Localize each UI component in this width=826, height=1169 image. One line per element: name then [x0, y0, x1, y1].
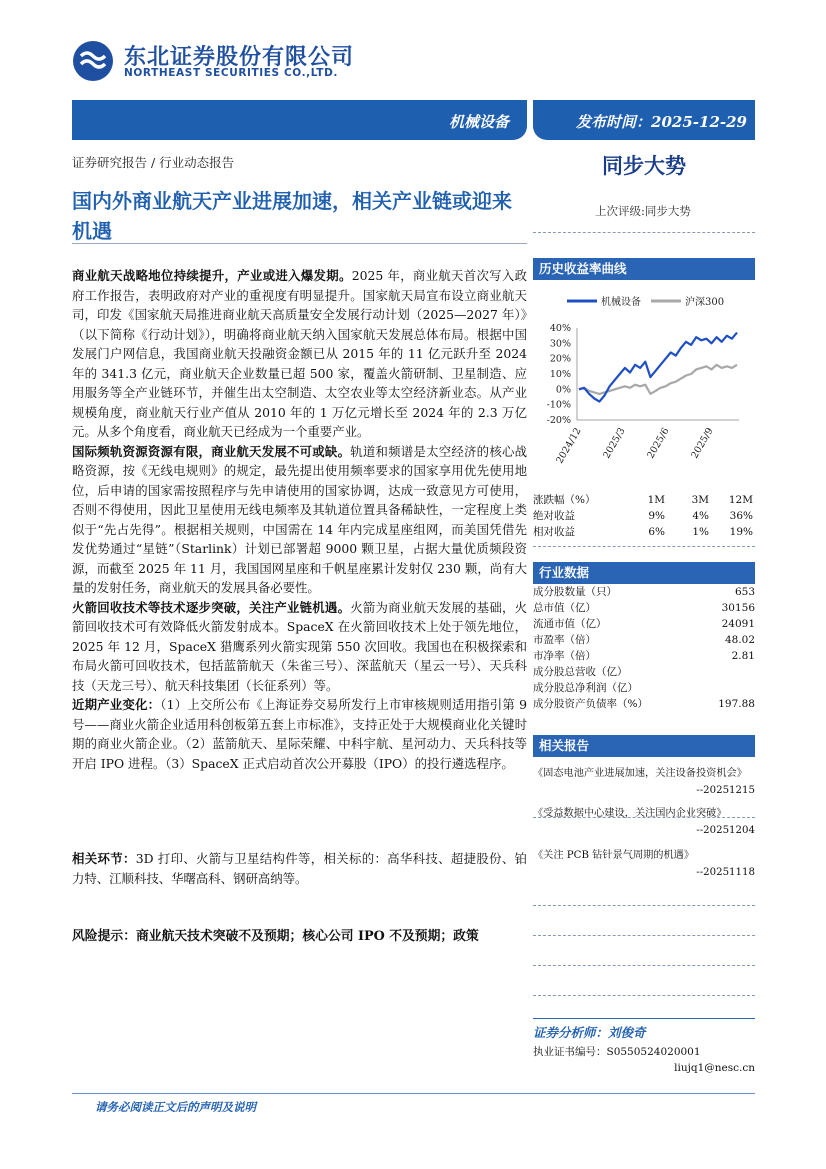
perf-value: 1% [692, 526, 709, 538]
related-report-name[interactable]: 《受益数据中心建设，关注国内企业突破》 [533, 808, 727, 819]
perf-header-row [533, 492, 755, 508]
table-row [533, 616, 755, 632]
related-report[interactable] [533, 846, 755, 878]
related-report-name[interactable]: 《关注 PCB 钻针景气周期的机遇》 [533, 850, 695, 861]
row-value: 48.02 [724, 634, 755, 646]
row-value: 2.81 [731, 650, 755, 662]
related-divider [533, 935, 755, 937]
y-tick-label: 10% [549, 369, 571, 380]
related-report[interactable] [533, 804, 755, 836]
row-label: 成分股总营收（亿） [533, 666, 628, 678]
perf-divider [533, 546, 755, 548]
row-value: 197.88 [718, 698, 755, 710]
y-tick-label: 40% [549, 323, 571, 334]
company-name-en: NORTHEAST SECURITIES CO.,LTD. [124, 67, 338, 79]
paragraph-strategy [72, 266, 527, 442]
table-row [533, 664, 755, 680]
analyst-cert: 执业证书编号：S0550524020001 [533, 1046, 701, 1058]
table-row [533, 632, 755, 648]
return-chart-svg [533, 282, 755, 482]
lead-strategy: 商业航天战略地位持续提升，产业或进入爆发期。 [72, 268, 352, 283]
perf-value: 4% [692, 510, 709, 522]
related-divider [533, 905, 755, 907]
lead-rocket: 火箭回收技术等技术逐步突破，关注产业链机遇。 [72, 599, 351, 615]
text-spectrum: 轨道和频谱是太空经济的核心战略资源，按《无线电规则》的规定，最先提出使用频率要求的国家享用优先使用地位，后申请的国家需按照程序与先申请使用的国家协调，达成一致意见方可使用，否则不得使用，因此卫星使用无线电频率及其轨道位置具备稀缺性，一定程度上类似于“先占先得”。根据相关规则，中国需在 14 年内完成星座组网，而美国凭借先发优势通过“星链”（Starlink）计划已部署超 9000 颗卫星，占据大量优质频段资源，而截至 2025 年 11 月，我国国网星座和千帆星座累计发射仅 230 颗，尚有大量的发射任务，商业航天的发展具备必要性。 [72, 443, 528, 595]
perf-row-absolute [533, 508, 755, 524]
row-value: 24091 [721, 618, 755, 630]
row-value: 30156 [721, 602, 755, 614]
footer-divider [72, 1093, 755, 1094]
table-row [533, 696, 755, 712]
y-tick-label: 30% [549, 338, 571, 350]
related-report[interactable] [533, 764, 755, 796]
industry-section-header: 行业数据 [533, 562, 755, 584]
perf-header-3m: 3M [691, 494, 709, 506]
y-tick-label: -10% [546, 399, 571, 411]
related-divider [533, 995, 755, 997]
related-section-header: 相关报告 [533, 735, 755, 757]
paragraph-recent [72, 695, 527, 773]
table-row [533, 600, 755, 616]
industry-table [533, 584, 755, 712]
performance-table [533, 492, 755, 540]
related-report-date: --20251118 [696, 867, 755, 878]
perf-header-label: 涨跌幅（%） [533, 494, 596, 506]
risk-warning: 风险提示：商业航天技术突破不及预期；核心公司 IPO 不及预期；政策 [72, 929, 479, 944]
publish-date: 发布时间：2025-12-29 [576, 113, 747, 131]
x-tick-label: 2024/12 [554, 426, 584, 466]
x-tick-label: 2025/6 [645, 426, 672, 461]
legend-label: 机械设备 [601, 297, 641, 308]
related-report-date: --20251215 [696, 785, 755, 796]
related-divider [533, 965, 755, 967]
text-recent: （1）上交所公布《上海证券交易所发行上市审核规则适用指引第 9 号——商业火箭企业适用科创板第五套上市标准》，支持正处于大规模商业化关键时期的商业火箭企业。（2）蓝箭航天、星际荣耀、中科宇航、星河动力、天兵科技等开启 IPO 进程。（3）SpaceX 正式启动首次公开募股（IPO）的投行遴选程序。 [72, 697, 527, 771]
perf-value: 9% [648, 510, 665, 522]
analyst-name: 证券分析师：刘俊奇 [533, 1025, 646, 1040]
analyst-email[interactable]: liujq1@nesc.cn [674, 1062, 755, 1074]
row-label: 成分股总净利润（亿） [533, 682, 638, 694]
row-value: 653 [734, 586, 755, 598]
perf-value: 6% [648, 526, 665, 538]
y-tick-label: -20% [546, 415, 571, 426]
perf-value: 19% [729, 526, 753, 538]
sector-band [72, 100, 527, 140]
row-label: 成分股资产负债率（%） [533, 698, 648, 710]
return-chart [533, 282, 755, 482]
perf-header-12m: 12M [728, 494, 753, 506]
perf-row-relative [533, 524, 755, 540]
chart-section-header: 历史收益率曲线 [533, 258, 755, 280]
page-title: 国内外商业航天产业进展加速，相关产业链或迎来机遇 [72, 189, 512, 243]
lead-segments: 相关环节： [72, 851, 136, 866]
x-tick-label: 2025/3 [601, 426, 628, 461]
lead-recent: 近期产业变化： [72, 697, 161, 712]
text-strategy: 2025 年，商业航天首次写入政府工作报告，表明政府对产业的重视度有明显提升。国家航天局宣布设立商业航天司，印发《国家航天局推进商业航天高质量安全发展行动计划（2025—2027 年）》（以下简称《行动计划》），明确将商业航天纳入国家航天发展总体布局。根据中国发展门户网信息，我国商业航天投融资金额已从 2015 年的 11 亿元跃升至 2024 年的 341.3 亿元，商业航天企业数量已超 500 家，覆盖火箭研制、卫星制造、应用服务等全产业链环节，并催生出太空制造、太空农业等太空经济新业态。从产业规模角度，商业航天行业产值从 2010 年的 1 万亿元增长至 2024 年的 2.3 万亿元。从多个角度看，商业航天已经成为一个重要产业。 [72, 268, 527, 439]
company-name-cn: 东北证券股份有限公司 [124, 45, 355, 70]
rating: 同步大势 [602, 153, 686, 178]
paragraph-spectrum [72, 442, 527, 598]
paragraph-rocket [72, 598, 527, 696]
main-body [72, 266, 527, 773]
footer-disclaimer: 请务必阅读正文后的声明及说明 [95, 1100, 256, 1114]
last-rating: 上次评级:同步大势 [595, 204, 691, 218]
related-segments [72, 849, 527, 888]
x-tick-label: 2025/9 [689, 426, 716, 461]
y-tick-label: 20% [549, 353, 571, 365]
text-rocket: 火箭为商业航天发展的基础，火箭回收技术可有效降低火箭发射成本。SpaceX 在火箭回收技术上处于领先地位，2025 年 12 月，SpaceX 猎鹰系列火箭实现第 550 次回收。我国也在积极探索和布局火箭可回收技术，包括蓝箭航天（朱雀三号）、深蓝航天（星云一号）、天兵科技（天龙三号）、航天科技集团（长征系列）等。 [72, 599, 528, 693]
table-row [533, 584, 755, 600]
legend-label: 沪深300 [685, 297, 725, 308]
perf-label: 绝对收益 [533, 510, 575, 522]
analyst-divider [533, 1018, 755, 1019]
row-label: 成分股数量（只） [533, 586, 617, 598]
row-label: 市盈率（倍） [533, 634, 596, 646]
row-label: 总市值（亿） [533, 602, 596, 614]
sector-label: 机械设备 [448, 113, 509, 131]
company-logo [72, 40, 114, 82]
perf-header-1m: 1M [647, 494, 665, 506]
rating-divider [533, 232, 755, 234]
related-report-name[interactable]: 《固态电池产业进展加速，关注设备投资机会》 [533, 768, 747, 779]
perf-value: 36% [729, 510, 753, 522]
y-tick-label: 0% [555, 384, 571, 396]
text-segments: 3D 打印、火箭与卫星结构件等，相关标的：高华科技、超捷股份、铂力特、江顺科技、华曙高科、钢研高纳等。 [72, 851, 527, 886]
table-row [533, 648, 755, 664]
perf-label: 相对收益 [533, 526, 575, 538]
row-label: 市净率（倍） [533, 650, 596, 662]
publish-band [533, 100, 755, 140]
title-divider [72, 243, 527, 244]
row-label: 流通市值（亿） [533, 618, 607, 630]
breadcrumb: 证券研究报告 / 行业动态报告 [72, 155, 235, 170]
lead-spectrum: 国际频轨资源资源有限，商业航天发展不可或缺。 [72, 443, 351, 459]
table-row [533, 680, 755, 696]
related-report-date: --20251204 [696, 825, 755, 836]
